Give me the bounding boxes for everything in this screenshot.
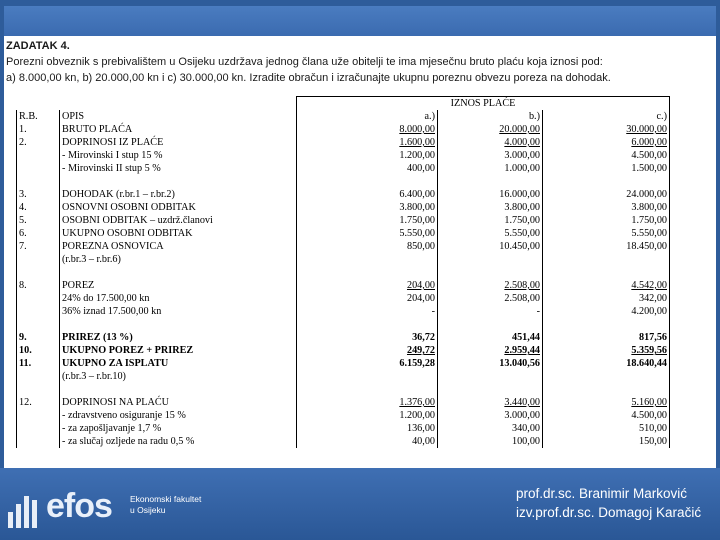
- row-number: 11.: [17, 357, 60, 370]
- row-number: [17, 162, 60, 175]
- row-description: - za slučaj ozljede na radu 0,5 %: [60, 435, 297, 448]
- value-c: 817,56: [543, 331, 670, 344]
- table-row: [17, 344, 670, 357]
- faculty-line-1: Ekonomski fakultet: [130, 494, 202, 504]
- faculty-name: [130, 494, 201, 516]
- row-description: - Mirovinski II stup 5 %: [60, 162, 297, 175]
- value-b: 2.508,00: [438, 292, 543, 305]
- value-a: 1.750,00: [297, 214, 438, 227]
- row-description: - zdravstveno osiguranje 15 %: [60, 409, 297, 422]
- row-description: DOPRINOSI IZ PLAĆE: [60, 136, 297, 149]
- row-number: [17, 149, 60, 162]
- table-row: [17, 396, 670, 409]
- table-header-iznos: [17, 97, 670, 111]
- header-rb: R.B.: [17, 110, 60, 123]
- table-row: [17, 357, 670, 370]
- value-a: 1.376,00: [297, 396, 438, 409]
- value-a: [297, 370, 438, 383]
- value-c: 5.160,00: [543, 396, 670, 409]
- value-b: 3.000,00: [438, 149, 543, 162]
- row-spacer: [17, 383, 670, 396]
- row-number: [17, 305, 60, 318]
- value-a: 204,00: [297, 279, 438, 292]
- value-c: 5.550,00: [543, 227, 670, 240]
- table-row: [17, 227, 670, 240]
- table-row: [17, 331, 670, 344]
- task-text: [6, 38, 714, 86]
- value-a: 6.400,00: [297, 188, 438, 201]
- value-a: 36,72: [297, 331, 438, 344]
- logo-text: efos: [46, 487, 112, 525]
- row-description: POREZNA OSNOVICA: [60, 240, 297, 253]
- value-c: 4.500,00: [543, 149, 670, 162]
- value-b: 2.508,00: [438, 279, 543, 292]
- table-row: [17, 162, 670, 175]
- row-description: BRUTO PLAĆA: [60, 123, 297, 136]
- row-description: - Mirovinski I stup 15 %: [60, 149, 297, 162]
- value-a: 204,00: [297, 292, 438, 305]
- calculation-table: [16, 96, 670, 448]
- row-number: [17, 422, 60, 435]
- row-number: [17, 370, 60, 383]
- table-row: [17, 123, 670, 136]
- value-a: -: [297, 305, 438, 318]
- row-description: UKUPNO ZA ISPLATU: [60, 357, 297, 370]
- value-c: 1.750,00: [543, 214, 670, 227]
- row-number: 7.: [17, 240, 60, 253]
- table-row: [17, 370, 670, 383]
- value-b: 3.440,00: [438, 396, 543, 409]
- table-row: [17, 435, 670, 448]
- value-a: 1.200,00: [297, 409, 438, 422]
- row-number: 2.: [17, 136, 60, 149]
- value-c: 4.200,00: [543, 305, 670, 318]
- row-description: OSOBNI ODBITAK – uzdrž.članovi: [60, 214, 297, 227]
- row-description: (r.br.3 – r.br.6): [60, 253, 297, 266]
- row-number: 12.: [17, 396, 60, 409]
- value-c: 150,00: [543, 435, 670, 448]
- row-description: UKUPNO POREZ + PRIREZ: [60, 344, 297, 357]
- value-c: 30.000,00: [543, 123, 670, 136]
- value-a: [297, 253, 438, 266]
- row-number: [17, 409, 60, 422]
- task-line-2: a) 8.000,00 kn, b) 20.000,00 kn i c) 30.000,00 kn. Izradite obračun i izračunajte ukupnu poreznu obvezu poreza na dohodak.: [6, 72, 611, 84]
- row-description: DOHODAK (r.br.1 – r.br.2): [60, 188, 297, 201]
- faculty-line-2: u Osijeku: [130, 505, 166, 515]
- value-b: 3.000,00: [438, 409, 543, 422]
- iznos-header: IZNOS PLAĆE: [297, 97, 670, 111]
- row-description: POREZ: [60, 279, 297, 292]
- row-description: UKUPNO OSOBNI ODBITAK: [60, 227, 297, 240]
- table-row: [17, 136, 670, 149]
- row-number: [17, 435, 60, 448]
- value-b: 13.040,56: [438, 357, 543, 370]
- value-a: 8.000,00: [297, 123, 438, 136]
- authors: [516, 484, 701, 522]
- value-a: 5.550,00: [297, 227, 438, 240]
- value-c: 1.500,00: [543, 162, 670, 175]
- row-number: 6.: [17, 227, 60, 240]
- table-row: [17, 422, 670, 435]
- task-title: ZADATAK 4.: [6, 40, 70, 52]
- value-b: 5.550,00: [438, 227, 543, 240]
- table-row: [17, 305, 670, 318]
- value-b: 100,00: [438, 435, 543, 448]
- value-b: [438, 370, 543, 383]
- value-b: [438, 253, 543, 266]
- value-a: 850,00: [297, 240, 438, 253]
- value-c: [543, 253, 670, 266]
- value-c: 510,00: [543, 422, 670, 435]
- value-c: 18.640,44: [543, 357, 670, 370]
- value-a: 1.200,00: [297, 149, 438, 162]
- row-description: PRIREZ (13 %): [60, 331, 297, 344]
- header-col-b: b.): [438, 110, 543, 123]
- value-c: 3.800,00: [543, 201, 670, 214]
- value-b: 4.000,00: [438, 136, 543, 149]
- table-row: [17, 214, 670, 227]
- row-description: 36% iznad 17.500,00 kn: [60, 305, 297, 318]
- value-a: 249,72: [297, 344, 438, 357]
- row-description: OSNOVNI OSOBNI ODBITAK: [60, 201, 297, 214]
- value-b: 1.000,00: [438, 162, 543, 175]
- value-a: 1.600,00: [297, 136, 438, 149]
- value-b: 3.800,00: [438, 201, 543, 214]
- row-spacer: [17, 266, 670, 279]
- table-row: [17, 292, 670, 305]
- table-row: [17, 201, 670, 214]
- row-number: 9.: [17, 331, 60, 344]
- value-c: 342,00: [543, 292, 670, 305]
- value-c: 4.500,00: [543, 409, 670, 422]
- title-bar: [4, 6, 716, 36]
- value-b: 451,44: [438, 331, 543, 344]
- table-row: [17, 240, 670, 253]
- row-number: 3.: [17, 188, 60, 201]
- table-header-row: [17, 110, 670, 123]
- header-opis: OPIS: [60, 110, 297, 123]
- value-a: 400,00: [297, 162, 438, 175]
- row-number: 1.: [17, 123, 60, 136]
- author-2: izv.prof.dr.sc. Domagoj Karačić: [516, 505, 702, 520]
- table-row: [17, 409, 670, 422]
- value-c: [543, 370, 670, 383]
- row-description: 24% do 17.500,00 kn: [60, 292, 297, 305]
- row-number: [17, 253, 60, 266]
- value-b: 1.750,00: [438, 214, 543, 227]
- table-row: [17, 188, 670, 201]
- value-b: 20.000,00: [438, 123, 543, 136]
- value-c: 6.000,00: [543, 136, 670, 149]
- value-a: 40,00: [297, 435, 438, 448]
- row-description: DOPRINOSI NA PLAĆU: [60, 396, 297, 409]
- row-number: 5.: [17, 214, 60, 227]
- author-1: prof.dr.sc. Branimir Marković: [516, 486, 688, 501]
- task-line-1: Porezni obveznik s prebivalištem u Osijeku uzdržava jednog člana uže obitelji te ima mjesečnu bruto plaću koja iznosi pod:: [6, 56, 603, 68]
- header-col-a: a.): [297, 110, 438, 123]
- value-b: 10.450,00: [438, 240, 543, 253]
- value-b: 2.959,44: [438, 344, 543, 357]
- header-col-c: c.): [543, 110, 670, 123]
- value-b: -: [438, 305, 543, 318]
- row-spacer: [17, 318, 670, 331]
- value-c: 5.359,56: [543, 344, 670, 357]
- value-c: 18.450,00: [543, 240, 670, 253]
- row-number: [17, 292, 60, 305]
- row-number: 8.: [17, 279, 60, 292]
- table-row: [17, 149, 670, 162]
- table-row: [17, 279, 670, 292]
- value-a: 3.800,00: [297, 201, 438, 214]
- value-b: 16.000,00: [438, 188, 543, 201]
- table-row: [17, 253, 670, 266]
- row-description: - za zapošljavanje 1,7 %: [60, 422, 297, 435]
- value-c: 24.000,00: [543, 188, 670, 201]
- value-a: 136,00: [297, 422, 438, 435]
- row-number: 10.: [17, 344, 60, 357]
- value-b: 340,00: [438, 422, 543, 435]
- row-spacer: [17, 175, 670, 188]
- value-a: 6.159,28: [297, 357, 438, 370]
- row-number: 4.: [17, 201, 60, 214]
- row-description: (r.br.3 – r.br.10): [60, 370, 297, 383]
- footer-bar: [0, 468, 720, 540]
- value-c: 4.542,00: [543, 279, 670, 292]
